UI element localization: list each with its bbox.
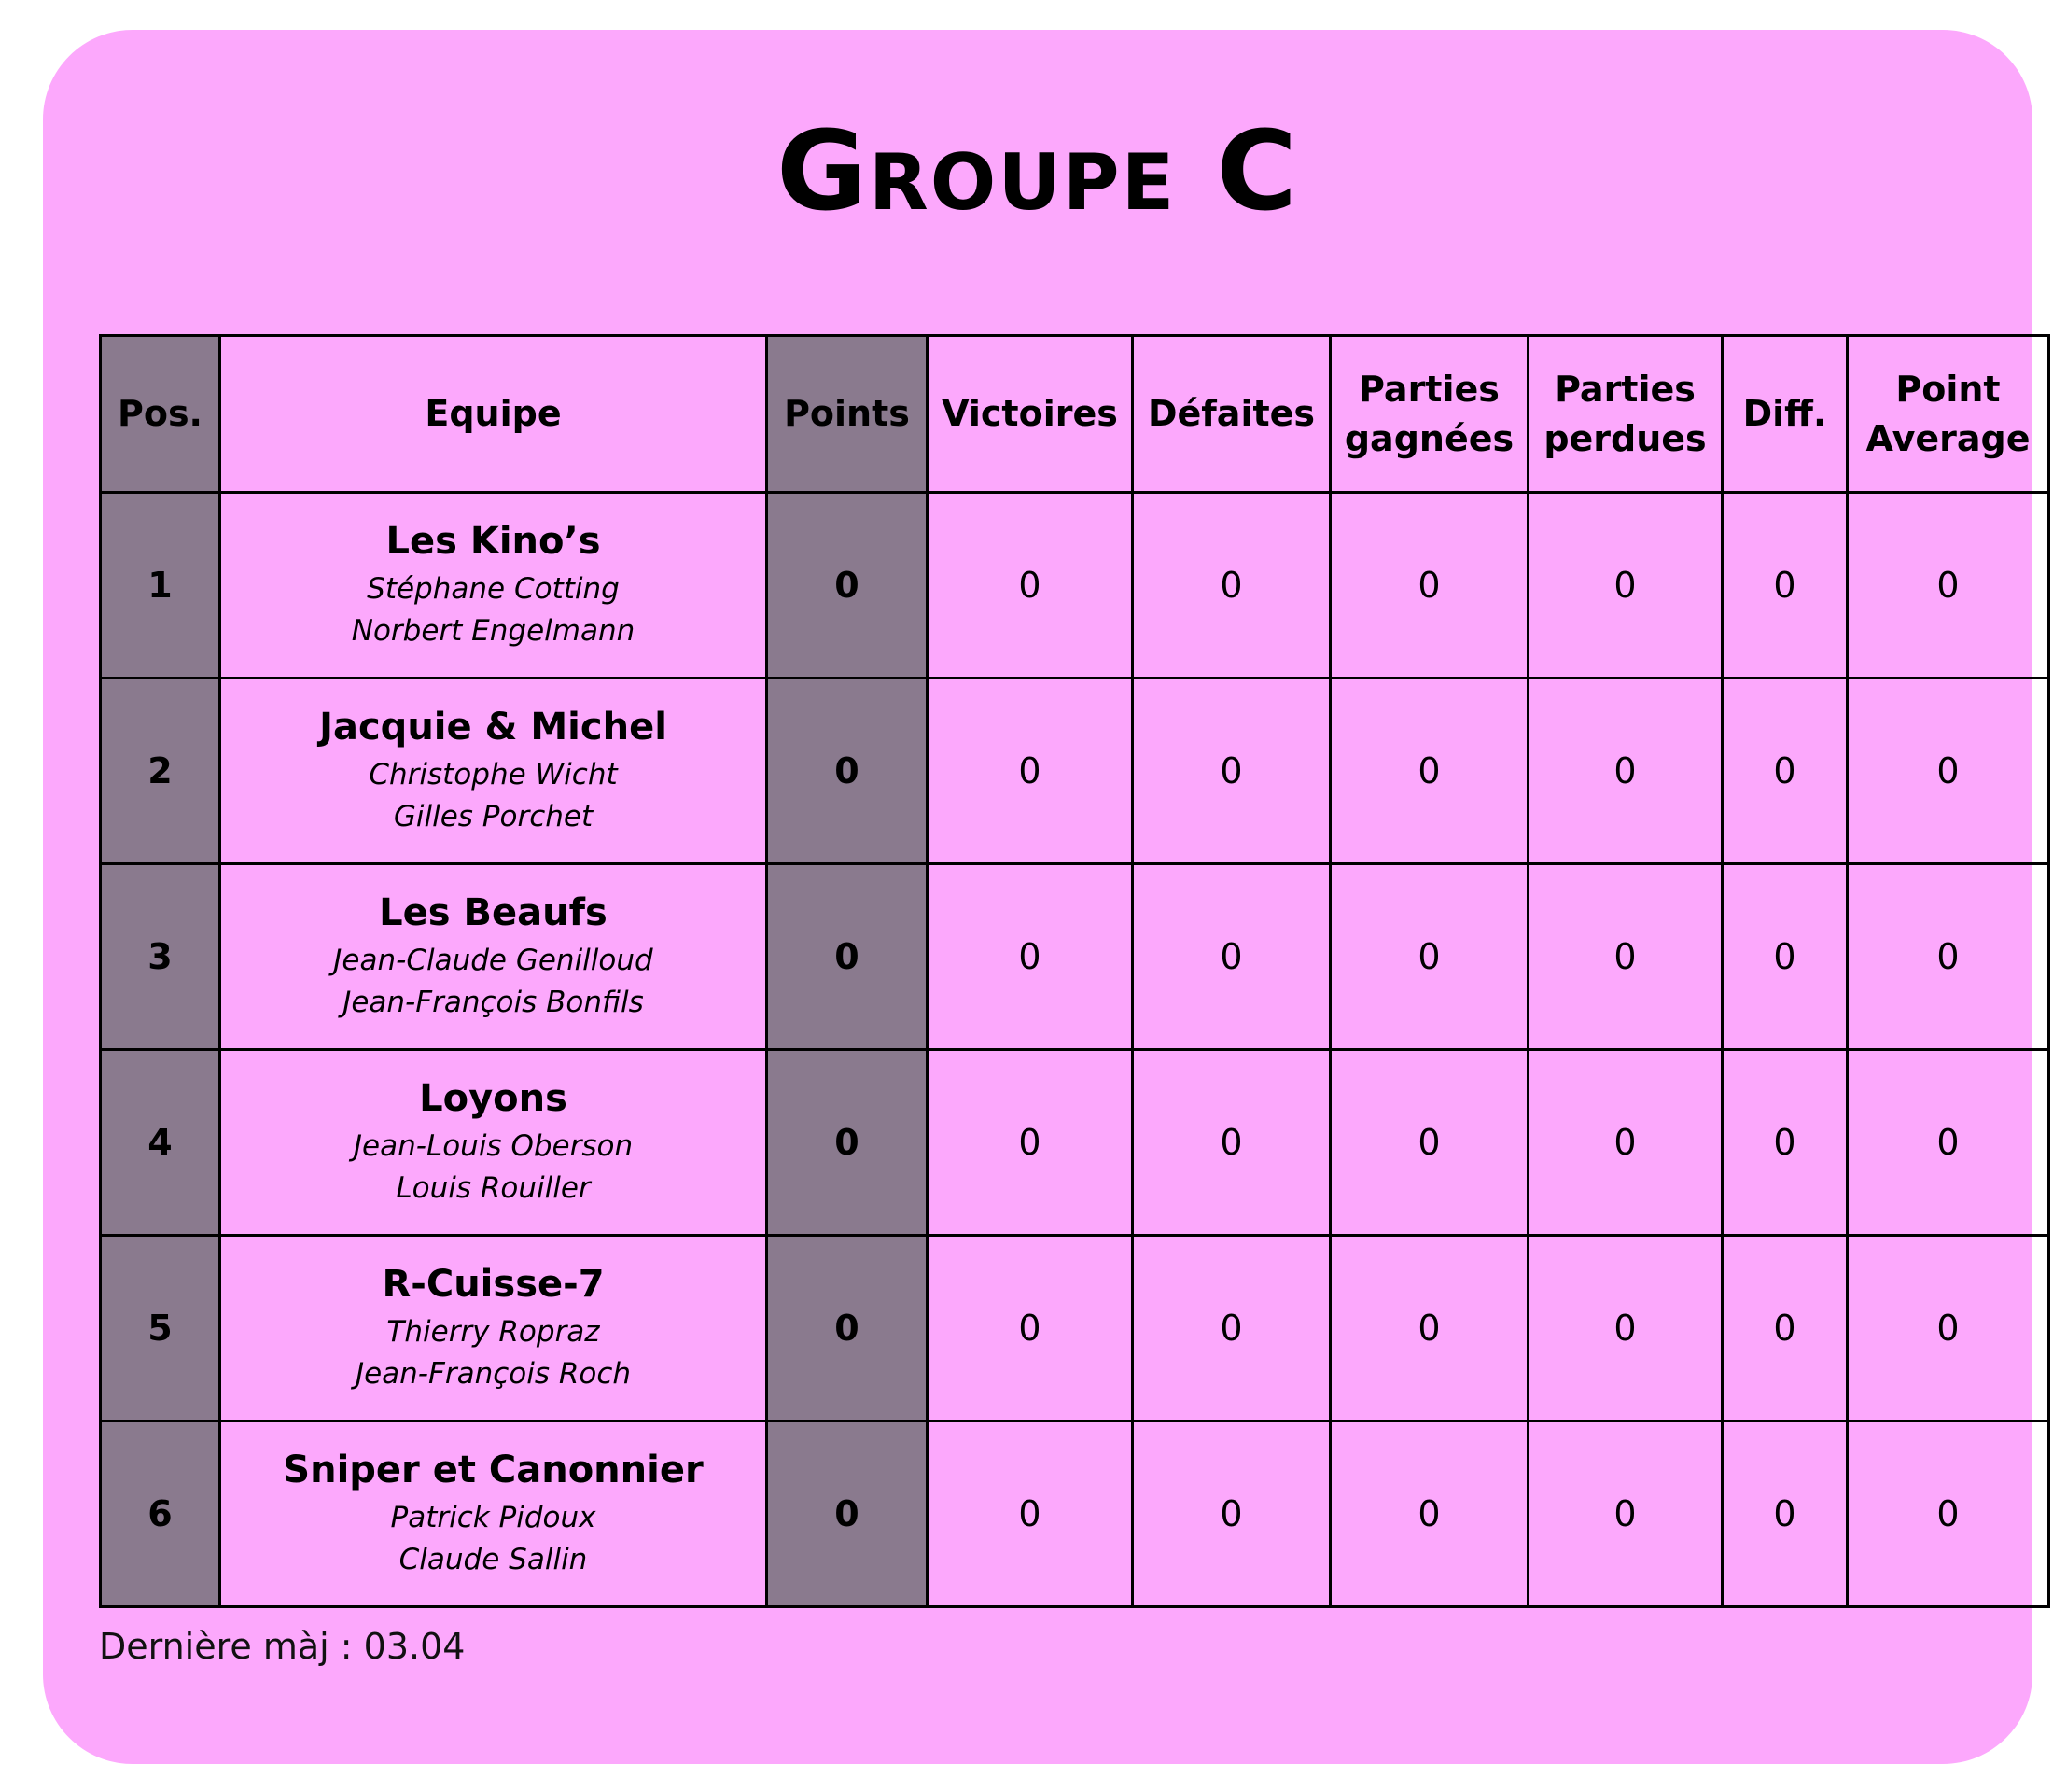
player-name: Norbert Engelmann — [351, 614, 635, 648]
player-name: Christophe Wicht — [369, 758, 618, 792]
cell-parties-gagnees: 0 — [1331, 679, 1529, 864]
cell-defaites: 0 — [1133, 1236, 1331, 1421]
cell-team — [220, 679, 767, 864]
cell-victoires: 0 — [928, 1421, 1133, 1607]
header-row — [101, 336, 2049, 493]
player-name: Gilles Porchet — [393, 800, 594, 833]
cell-team — [220, 1050, 767, 1236]
cell-team — [220, 1236, 767, 1421]
table-row — [101, 493, 2049, 679]
cell-parties-perdues: 0 — [1529, 1421, 1723, 1607]
cell-victoires: 0 — [928, 679, 1133, 864]
cell-pos: 6 — [101, 1421, 220, 1607]
cell-defaites: 0 — [1133, 679, 1331, 864]
cell-parties-perdues: 0 — [1529, 864, 1723, 1050]
col-header-parties-perdues-line1: Parties — [1555, 369, 1696, 411]
cell-parties-gagnees: 0 — [1331, 1421, 1529, 1607]
col-header-diff: Diff. — [1723, 336, 1848, 493]
cell-parties-gagnees: 0 — [1331, 1236, 1529, 1421]
player-name: Jean-Louis Oberson — [353, 1129, 634, 1164]
cell-point-average: 0 — [1848, 679, 2049, 864]
player-name: Thierry Ropraz — [386, 1315, 600, 1350]
cell-point-average: 0 — [1848, 493, 2049, 679]
col-header-parties-gagnees — [1331, 336, 1529, 493]
cell-diff: 0 — [1723, 1421, 1848, 1607]
cell-pos: 2 — [101, 679, 220, 864]
cell-victoires: 0 — [928, 1236, 1133, 1421]
cell-point-average: 0 — [1848, 864, 2049, 1050]
table-row — [101, 864, 2049, 1050]
cell-points: 0 — [767, 1050, 928, 1236]
col-header-parties-perdues-line2: perdues — [1543, 417, 1707, 459]
cell-defaites: 0 — [1133, 864, 1331, 1050]
cell-point-average: 0 — [1848, 1421, 2049, 1607]
team-name: Sniper et Canonnier — [283, 1449, 704, 1492]
cell-points: 0 — [767, 493, 928, 679]
cell-parties-perdues: 0 — [1529, 493, 1723, 679]
last-update-note: Dernière màj : 03.04 — [99, 1626, 466, 1667]
cell-diff: 0 — [1723, 679, 1848, 864]
cell-pos: 3 — [101, 864, 220, 1050]
cell-parties-perdues: 0 — [1529, 1050, 1723, 1236]
cell-pos: 5 — [101, 1236, 220, 1421]
cell-point-average: 0 — [1848, 1050, 2049, 1236]
cell-diff: 0 — [1723, 1050, 1848, 1236]
col-header-point-average-line1: Point — [1895, 369, 2001, 411]
cell-parties-gagnees: 0 — [1331, 864, 1529, 1050]
player-name: Claude Sallin — [398, 1543, 588, 1576]
standings-table — [99, 334, 2050, 1608]
cell-pos: 1 — [101, 493, 220, 679]
col-header-parties-gagnees-line1: Parties — [1359, 369, 1500, 411]
col-header-equipe: Equipe — [220, 336, 767, 493]
cell-points: 0 — [767, 679, 928, 864]
cell-pos: 4 — [101, 1050, 220, 1236]
player-name: Patrick Pidoux — [390, 1501, 596, 1535]
col-header-parties-perdues — [1529, 336, 1723, 493]
cell-victoires: 0 — [928, 1050, 1133, 1236]
cell-defaites: 0 — [1133, 493, 1331, 679]
player-name: Stéphane Cotting — [367, 572, 620, 607]
cell-defaites: 0 — [1133, 1421, 1331, 1607]
col-header-point-average-line2: Average — [1865, 417, 2031, 459]
player-name: Louis Rouiller — [396, 1171, 591, 1205]
cell-parties-gagnees: 0 — [1331, 1050, 1529, 1236]
col-header-defaites: Défaites — [1133, 336, 1331, 493]
table-row — [101, 1421, 2049, 1607]
cell-team — [220, 1421, 767, 1607]
cell-points: 0 — [767, 864, 928, 1050]
cell-diff: 0 — [1723, 864, 1848, 1050]
cell-diff: 0 — [1723, 493, 1848, 679]
cell-points: 0 — [767, 1236, 928, 1421]
cell-points: 0 — [767, 1421, 928, 1607]
team-name: Les Beaufs — [379, 891, 608, 935]
cell-team — [220, 864, 767, 1050]
col-header-victoires: Victoires — [928, 336, 1133, 493]
cell-parties-perdues: 0 — [1529, 1236, 1723, 1421]
team-name: Jacquie & Michel — [319, 706, 667, 749]
player-name: Jean-François Bonfils — [342, 986, 644, 1019]
standings-card — [43, 30, 2032, 1764]
table-row — [101, 1050, 2049, 1236]
team-name: Les Kino’s — [385, 520, 601, 564]
col-header-pos: Pos. — [101, 336, 220, 493]
group-title: Groupe C — [776, 106, 1299, 235]
team-name: Loyons — [419, 1077, 567, 1121]
cell-diff: 0 — [1723, 1236, 1848, 1421]
cell-victoires: 0 — [928, 864, 1133, 1050]
col-header-parties-gagnees-line2: gagnées — [1344, 417, 1515, 459]
cell-team — [220, 493, 767, 679]
player-name: Jean-François Roch — [355, 1357, 632, 1391]
cell-parties-perdues: 0 — [1529, 679, 1723, 864]
table-row — [101, 679, 2049, 864]
cell-parties-gagnees: 0 — [1331, 493, 1529, 679]
col-header-points: Points — [767, 336, 928, 493]
cell-defaites: 0 — [1133, 1050, 1331, 1236]
team-name: R-Cuisse-7 — [382, 1263, 605, 1307]
table-row — [101, 1236, 2049, 1421]
player-name: Jean-Claude Genilloud — [333, 944, 653, 978]
cell-point-average: 0 — [1848, 1236, 2049, 1421]
col-header-point-average — [1848, 336, 2049, 493]
cell-victoires: 0 — [928, 493, 1133, 679]
